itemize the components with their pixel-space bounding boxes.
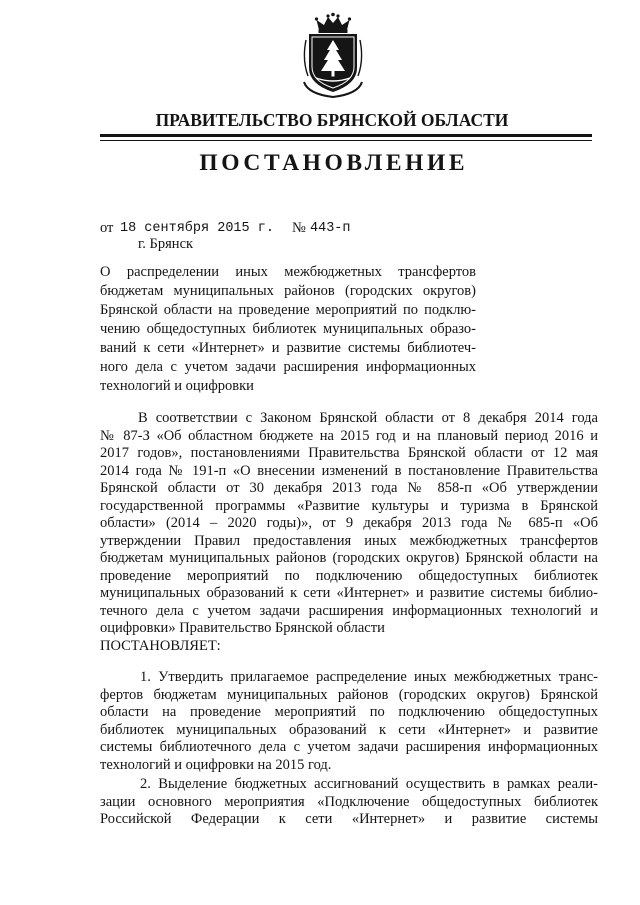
preamble-line: бюджетам муниципальных районов (городских округов) Брянской области на <box>100 550 598 566</box>
city-name: г. Брянск <box>138 236 194 252</box>
subject-line: технологий и оцифровки <box>100 378 254 394</box>
coat-of-arms-svg <box>302 12 364 98</box>
preamble-line: оцифровки» Правительство Брянской области <box>100 620 385 636</box>
preamble-line: 2017 годов», постановлениями Правительства Брянской области от 12 мая <box>100 445 598 461</box>
clause-1-line: 1. Утвердить прилагаемое распределение иных межбюджетных транс- <box>140 669 598 685</box>
subject-line: ного дела с учетом задачи расширения информационных <box>100 359 476 375</box>
preamble-line: Брянской области от 30 декабря 2013 года № 858-п «Об утверждении <box>100 480 598 496</box>
clause-1-line: фертов бюджетам муниципальных районов (городских округов) Брянской <box>100 686 598 703</box>
clause-2-line: Российской Федерации к сети «Интернет» и развитие системы <box>100 811 598 827</box>
preamble-line: течного дела с учетом задачи расширения информационных технологий и <box>100 602 598 619</box>
header-rule-thick <box>100 134 592 137</box>
preamble-line: проведение мероприятий по подключению общедоступных библиотек <box>100 567 598 584</box>
subject-line: ваний к сети «Интернет» и развитие системы библиотеч- <box>100 340 476 356</box>
resolves-word: ПОСТАНОВЛЯЕТ: <box>100 637 221 654</box>
decree-date: 18 сентября 2015 г. <box>120 220 274 236</box>
preamble-line: государственной программы «Развитие культуры и туризма в Брянской <box>100 497 598 514</box>
clause-1-line: системы библиотечного дела с учетом задачи расширения информационных <box>100 739 598 755</box>
preamble-paragraph <box>100 410 598 655</box>
coat-of-arms-icon <box>302 12 364 98</box>
clause-1-line: технологий и оцифровки на 2015 год. <box>100 756 332 773</box>
document-type-title: ПОСТАНОВЛЕНИЕ <box>199 150 469 176</box>
number-prefix: № <box>292 219 306 236</box>
preamble-line: муниципальных образований к сети «Интернет» и развитие системы библио- <box>100 585 598 601</box>
emblem-crown <box>315 13 351 33</box>
clause-1-line: области на проведение мероприятий по подключению общедоступных <box>100 704 598 720</box>
clause-1-line: библиотек муниципальных образований к сети «Интернет» и развитие <box>100 721 598 738</box>
subject-line: бюджетам муниципальных районов (городских округов) <box>100 283 476 299</box>
header-rule-thin <box>100 140 592 141</box>
subject-line: Брянской области на проведение мероприятий по подклю- <box>100 302 476 318</box>
clause-2 <box>100 776 598 829</box>
date-prefix: от <box>100 219 114 236</box>
preamble-line: 2014 года № 191-п «О внесении изменений в постановление Правительства <box>100 462 598 479</box>
subject-line: О распределении иных межбюджетных трансфертов <box>100 264 476 280</box>
preamble-line: В соответствии с Законом Брянской области от 8 декабря 2014 года <box>138 410 598 426</box>
subject-block <box>100 263 476 396</box>
decree-number: 443-п <box>310 220 351 236</box>
preamble-line: утверждении Правил предоставления иных межбюджетных трансфертов <box>100 532 598 549</box>
subject-line: чению общедоступных библиотек муниципальных образо- <box>100 321 476 337</box>
organization-title: ПРАВИТЕЛЬСТВО БРЯНСКОЙ ОБЛАСТИ <box>155 110 509 130</box>
clause-1 <box>100 669 598 774</box>
preamble-line: области» (2014 – 2020 годы)», от 9 декабря 2013 года № 685-п «Об <box>100 515 598 531</box>
clause-2-line: 2. Выделение бюджетных ассигнований осуществить в рамках реали- <box>140 776 598 792</box>
preamble-line: № 87-З «Об областном бюджете на 2015 год и на плановый период 2016 и <box>100 427 598 444</box>
clause-2-line: зации основного мероприятия «Подключение общедоступных библиотек <box>100 793 598 810</box>
